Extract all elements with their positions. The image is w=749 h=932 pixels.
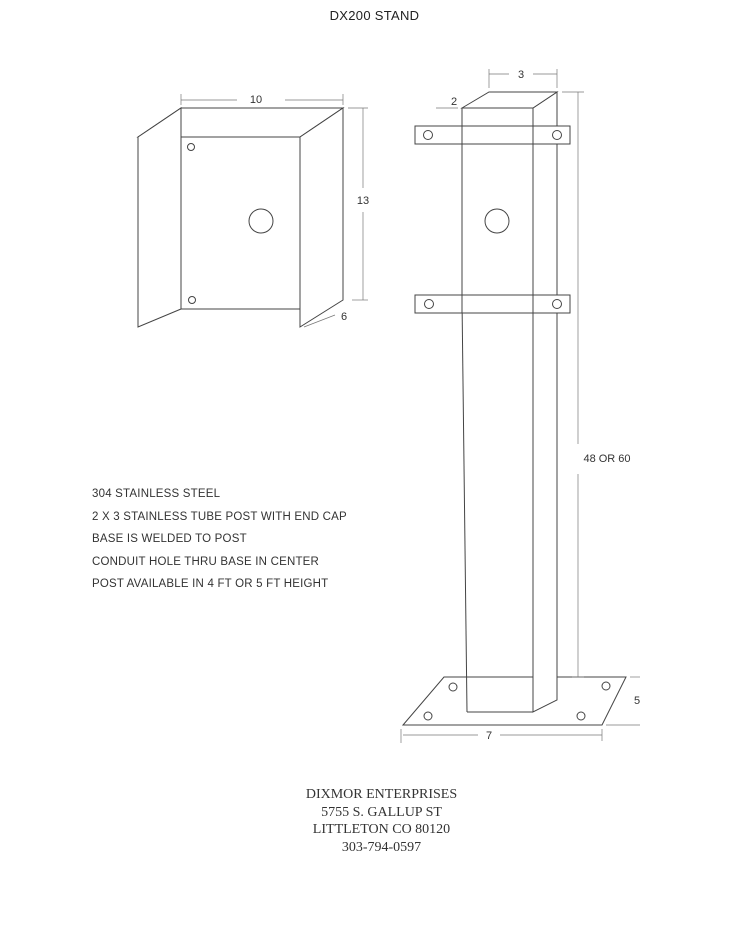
spec-note: BASE IS WELDED TO POST <box>92 533 247 545</box>
spec-notes <box>92 487 347 600</box>
company-name: DIXMOR ENTERPRISES <box>305 787 458 802</box>
enclosure-depth-label: 6 <box>340 311 348 323</box>
base-depth-label: 5 <box>633 695 641 707</box>
spec-note: CONDUIT HOLE THRU BASE IN CENTER <box>92 555 320 568</box>
lower-mounting-bracket <box>415 295 570 313</box>
enclosure-width-label: 10 <box>249 94 263 106</box>
drawing-title: DX200 STAND <box>329 8 420 23</box>
post-top-width-label: 3 <box>517 69 525 81</box>
company-street: 5755 S. GALLUP ST <box>321 804 442 820</box>
post-side-face <box>533 92 557 712</box>
company-address-block <box>0 786 749 856</box>
post-height-dimension <box>562 92 584 677</box>
base-plate <box>403 677 626 725</box>
enclosure-right-side <box>300 108 343 327</box>
post-top-depth-label: 2 <box>450 96 458 108</box>
base-width-dimension <box>401 729 602 743</box>
upper-mounting-bracket <box>415 126 570 144</box>
base-width-label: 7 <box>485 730 493 742</box>
post-height-label: 48 OR 60 <box>583 453 631 465</box>
spec-note: POST AVAILABLE IN 4 FT OR 5 FT HEIGHT <box>92 578 329 590</box>
spec-note: 2 X 3 STAINLESS TUBE POST WITH END CAP <box>92 510 347 523</box>
company-phone: 303-794-0597 <box>341 839 422 855</box>
enclosure-drawing <box>138 94 368 327</box>
enclosure-back-panel <box>181 137 300 309</box>
enclosure-height-label: 13 <box>356 195 370 207</box>
spec-note: 304 STAINLESS STEEL <box>92 488 221 500</box>
enclosure-left-side <box>138 108 181 327</box>
company-city: LITTLETON CO 80120 <box>312 822 451 837</box>
post-drawing <box>401 69 640 743</box>
